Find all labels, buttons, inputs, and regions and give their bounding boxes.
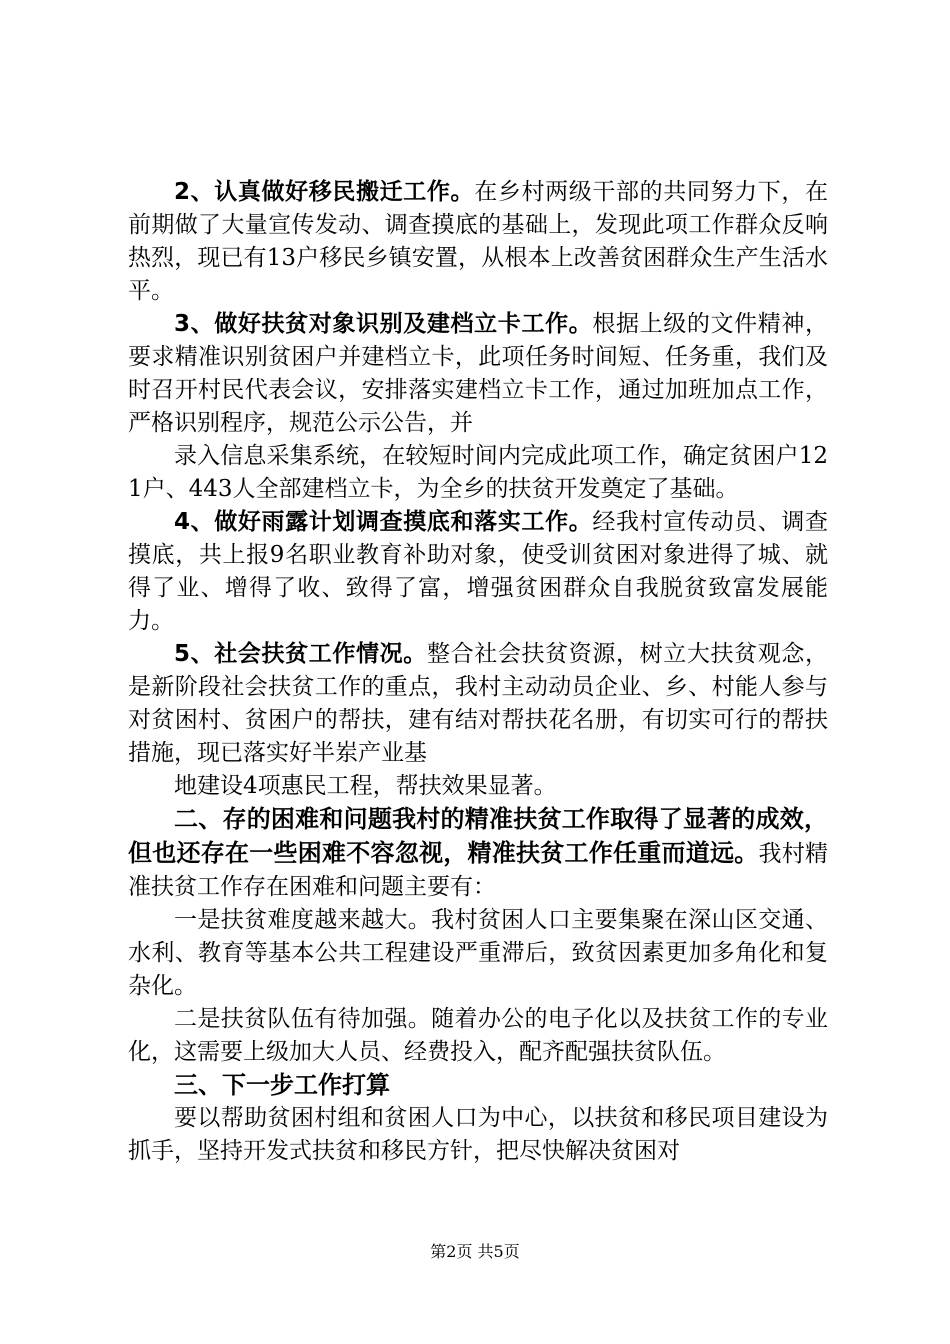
paragraph-difficulty-two (128, 1003, 828, 1069)
section-difficulties (128, 803, 828, 904)
paragraph-rain-dew-plan (128, 506, 828, 638)
section-next-steps-heading (128, 1069, 828, 1102)
section-heading: 三、下一步工作打算 (174, 1071, 390, 1099)
section-heading: 二、存的困难和问题我村的精准扶贫工作取得了显著的成效，但也还存在一些困难不容忽视，精准扶贫工作任重而道远。 (128, 805, 828, 867)
paragraph-text: 录入信息采集系统，在较短时间内完成此项工作，确定贫困户121户、443人全部建档立卡，为全乡的扶贫开发奠定了基础。 (128, 443, 828, 502)
paragraph-relocation (128, 176, 828, 308)
paragraph-text: 二是扶贫队伍有待加强。随着办公的电子化以及扶贫工作的专业化，这需要上级加大人员、经费投入，配齐配强扶贫队伍。 (128, 1006, 828, 1065)
paragraph-heading: 2、认真做好移民搬迁工作。 (174, 179, 475, 205)
paragraph-text: 在乡村两级干部的共同努力下，在前期做了大量宣传发动、调查摸底的基础上，发现此项工作群众反响热烈，现已有13户移民乡镇安置，从根本上改善贫困群众生产生活水平。 (128, 179, 828, 304)
paragraph-heading: 4、做好雨露计划调查摸底和落实工作。 (174, 509, 593, 535)
paragraph-social-poverty-relief (128, 638, 828, 770)
paragraph-text: 经我村宣传动员、调查摸底，共上报9名职业教育补助对象，使受训贫困对象进得了城、就得了业、增得了收、致得了富，增强贫困群众自我脱贫致富发展能力。 (128, 509, 828, 634)
paragraph-text: 要以帮助贫困村组和贫困人口为中心，以扶贫和移民项目建设为抓手，坚持开发式扶贫和移民方针，把尽快解决贫困对 (128, 1105, 828, 1164)
page-number-footer: 第2页 共5页 (430, 1242, 520, 1261)
paragraph-identification-continued (128, 440, 828, 506)
paragraph-heading: 3、做好扶贫对象识别及建档立卡工作。 (174, 311, 593, 337)
paragraph-text: 根据上级的文件精神，要求精准识别贫困户并建档立卡，此项任务时间短、任务重，我们及时召开村民代表会议，安排落实建档立卡工作，通过加班加点工作，严格识别程序，规范公示公告，并 (128, 311, 828, 436)
paragraph-identification (128, 308, 828, 440)
paragraph-heading: 5、社会扶贫工作情况。 (174, 641, 427, 667)
paragraph-text: 整合社会扶贫资源，树立大扶贫观念，是新阶段社会扶贫工作的重点，我村主动动员企业、乡、村能人参与对贫困村、贫困户的帮扶，建有结对帮扶花名册，有切实可行的帮扶措施，现已落实好半岽产业基 (128, 641, 829, 766)
paragraph-text: 地建设4项惠民工程，帮扶效果显著。 (174, 773, 557, 799)
paragraph-difficulty-one (128, 904, 828, 1003)
paragraph-text: 我村精准扶贫工作存在困难和问题主要有： (128, 841, 828, 900)
paragraph-text: 一是扶贫难度越来越大。我村贫困人口主要集聚在深山区交通、水利、教育等基本公共工程建设严重滞后，致贫因素更加多角化和复杂化。 (128, 907, 828, 999)
document-body (128, 176, 828, 1168)
paragraph-next-steps (128, 1102, 828, 1168)
paragraph-social-poverty-relief-continued (128, 770, 828, 803)
